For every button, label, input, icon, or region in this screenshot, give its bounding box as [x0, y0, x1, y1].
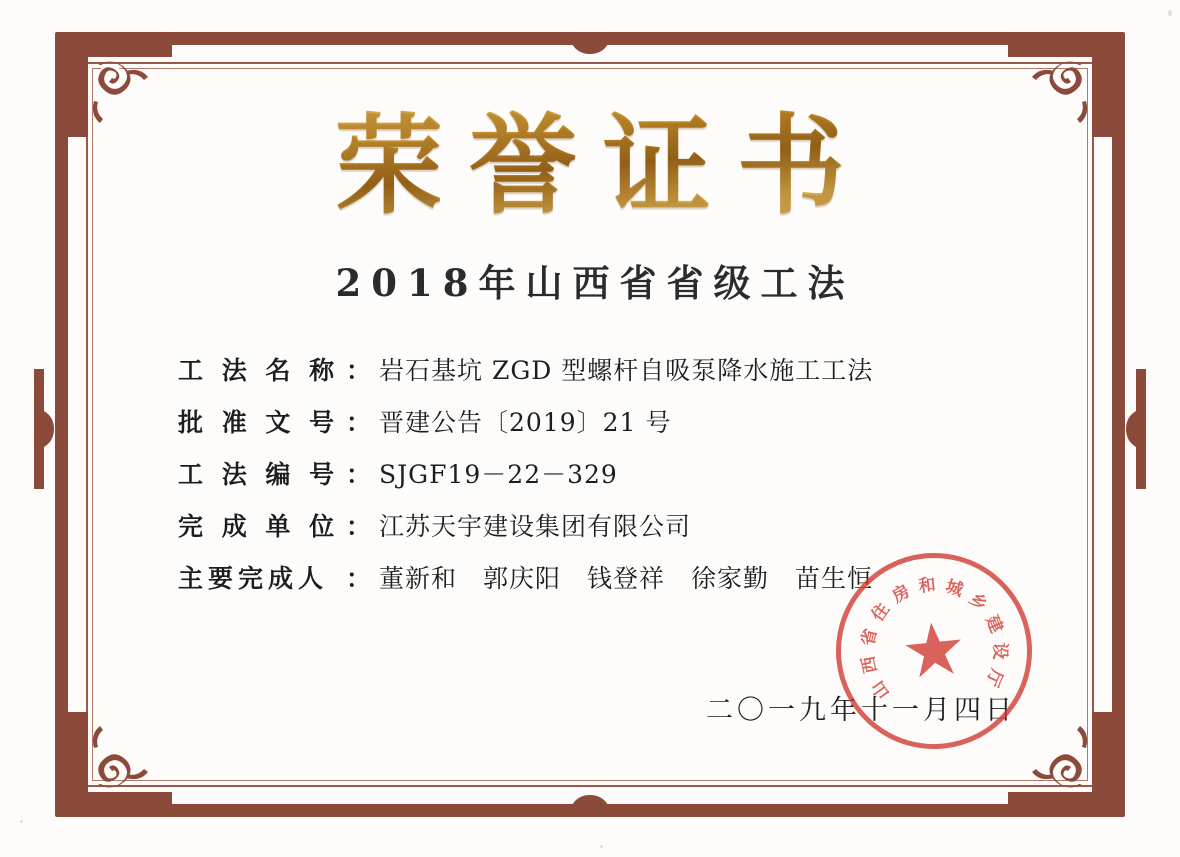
field-colon: ：	[346, 511, 372, 541]
field-value: 江苏天宇建设集团有限公司	[379, 511, 692, 541]
edge-ornament-icon	[530, 34, 650, 60]
field-value: 晋建公告〔2019〕21 号	[379, 407, 672, 437]
field-value: 董新和 郭庆阳 钱登祥 徐家勤 苗生恒	[379, 563, 874, 593]
seal-ring-char: 省	[858, 626, 882, 648]
seal-ring-char: 建	[981, 612, 1007, 637]
field-colon: ：	[346, 459, 372, 489]
field-colon: ：	[346, 407, 372, 437]
field-label: 工 法 名 称	[178, 355, 340, 385]
field-row	[178, 507, 1080, 543]
field-label: 工 法 编 号	[178, 459, 340, 489]
field-label: 主要完成人	[178, 563, 329, 593]
seal-ring-char: 厅	[981, 665, 1007, 690]
seal-ring-char: 住	[867, 599, 895, 626]
field-row	[178, 455, 1080, 491]
seal-ring-char: 城	[943, 576, 966, 601]
seal-ring-char: 乡	[964, 589, 991, 616]
seal-ring-char: 和	[917, 575, 937, 597]
field-label: 批 准 文 号	[178, 407, 340, 437]
field-row	[178, 351, 1080, 387]
star-icon	[900, 617, 968, 685]
edge-ornament-icon	[34, 369, 60, 489]
certificate-subtitle: 2018年山西省省级工法	[335, 260, 855, 305]
field-colon: ：	[346, 355, 372, 385]
edge-ornament-icon	[1120, 369, 1146, 489]
certificate-main-title: 荣誉证书	[100, 106, 1080, 227]
seal-ring-char: 山	[867, 676, 895, 703]
field-label: 完 成 单 位	[178, 511, 340, 541]
seal-ring-char: 西	[858, 654, 882, 676]
field-value: SJGF19－22－329	[379, 459, 618, 489]
seal-ring-char: 房	[888, 581, 914, 608]
field-colon: ：	[346, 563, 372, 593]
seal-ring-char: 设	[989, 642, 1010, 660]
official-seal-stamp	[826, 543, 1041, 758]
field-row	[178, 403, 1080, 439]
edge-ornament-icon	[530, 789, 650, 815]
field-value: 岩石基坑 ZGD 型螺杆自吸泵降水施工工法	[379, 355, 874, 385]
certificate-date: 二〇一九年十一月四日	[706, 695, 1016, 726]
